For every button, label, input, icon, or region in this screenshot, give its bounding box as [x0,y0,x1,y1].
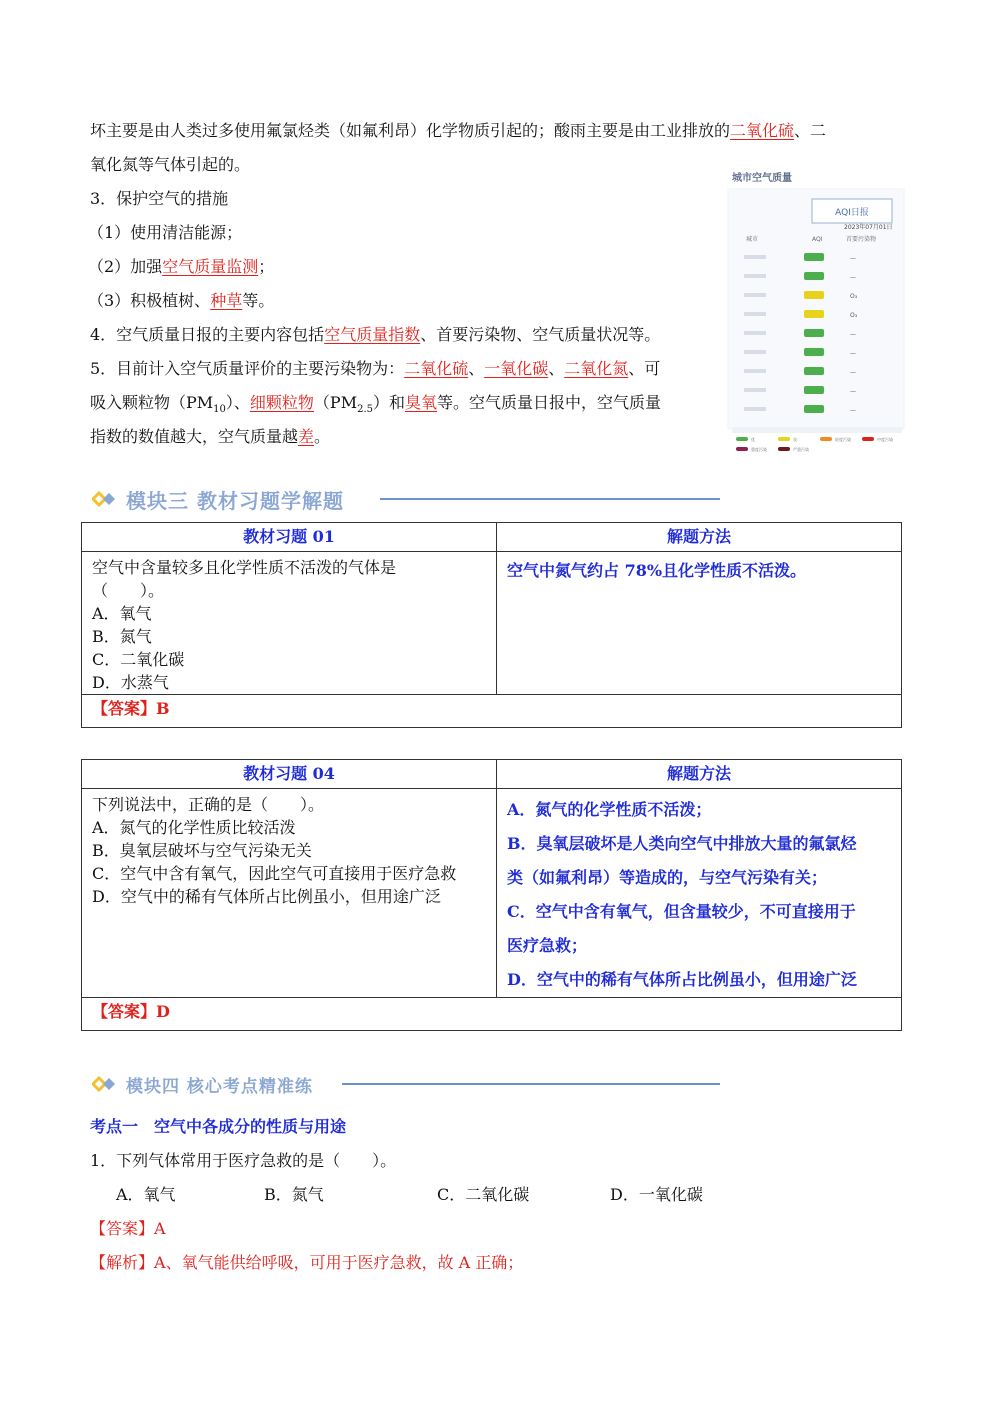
aqi-col-city: 城市 [746,236,759,243]
aqi-legend-swatch [820,437,832,441]
section-3-heading: 3．保护空气的措施 [90,189,229,208]
question-1-option-c: C．二氧化碳 [437,1185,530,1204]
exercise-01-option: B．氮气 [92,627,152,646]
aqi-level-bar [804,386,824,394]
exercise-04-answer: 【答案】D [92,1002,170,1021]
question-1-option-a: A．氧气 [116,1185,176,1204]
aqi-legend-label: 优 [751,437,755,442]
aqi-legend-label: 中度污染 [877,437,893,442]
aqi-level-bar [804,291,824,299]
exercise-01-option: D．水蒸气 [92,673,169,692]
aqi-city-placeholder [744,331,766,335]
section-4: 4．空气质量日报的主要内容包括空气质量指数、首要污染物、空气质量状况等。 [90,325,661,344]
aqi-pollutant: O₃ [850,312,858,319]
double-diamond-icon [92,491,118,507]
exercise-04-question: 下列说法中，正确的是（ ）。 A．氮气的化学性质比较活泼 B．臭氧层破坏与空气污染无关 C．空气中含有氧气，因此空气可直接用于医疗急救 D．空气中的稀有气体所占比例虽小，但用途广泛 [82,789,496,908]
double-diamond-icon [92,1076,118,1092]
exercise-04-option: C．空气中含有氧气，因此空气可直接用于医疗急救 [92,864,457,883]
aqi-legend-swatch [862,437,874,441]
aqi-pollutant: — [850,407,856,414]
aqi-col-aqi: AQI [812,236,823,243]
aqi-pollutant: — [850,274,856,281]
exercise-01-method-header: 解题方法 [666,527,731,546]
aqi-legend-label: 轻度污染 [835,437,851,442]
aqi-level-bar [804,253,824,261]
aqi-city-placeholder [744,274,766,278]
keyword-grass: 种草 [210,291,243,310]
exercise-01-option: A．氧气 [92,604,152,623]
aqi-pollutant: — [850,369,856,376]
aqi-legend-swatch [736,437,748,441]
aqi-legend-label: 重度污染 [751,447,767,452]
aqi-daily-report-image [726,165,906,457]
exercise-04-method-header: 解题方法 [666,764,731,783]
exercise-01-solution: 空气中氮气约占 78%且化学性质不活泼。 [507,561,807,580]
question-1-option-b: B．氮气 [264,1185,324,1204]
module-3-rule [380,498,720,500]
question-1-option-d: D．一氧化碳 [610,1185,703,1204]
aqi-legend-label: 良 [793,437,797,442]
section-5-line-2: 吸入颗粒物$(PM_{10})$、细颗粒物$(PM_{2.5})$和臭氧等。空气质量日报中，空气质量 [90,393,662,416]
measure-1: （1）使用清洁能源； [88,223,243,242]
question-1: 1．下列气体常用于医疗急救的是（ ）。 [90,1151,397,1170]
aqi-city-placeholder [744,312,766,316]
measure-3: （3）积极植树、种草等。 [88,291,275,310]
exercise-04-solution: A．氮气的化学性质不活泼； B．臭氧层破坏是人类向空气中排放大量的氟氯烃 类（如氟利昂）等造成的，与空气污染有关； C．空气中含有氧气，但含量较少，不可直接用于 医疗急救； D．空气中的稀有气体所占比例虽小，但用途广泛 [507,800,857,989]
aqi-pollutant: — [850,350,856,357]
aqi-city-placeholder [744,369,766,373]
module-3-header [92,484,344,514]
exercise-01-question: 空气中含量较多且化学性质不活泼的气体是 （ ）。 A．氧气 B．氮气 C．二氧化碳 D．水蒸气 [82,552,496,694]
aqi-pollutant: O₃ [850,293,858,300]
key-point-1-title: 考点一 空气中各成分的性质与用途 [90,1117,347,1136]
module-4-header [92,1069,313,1099]
aqi-level-bar [804,348,824,356]
keyword-air-monitoring: 空气质量监测 [162,257,259,276]
aqi-col-pollutant: 首要污染物 [846,236,877,243]
exercise-04-option: B．臭氧层破坏与空气污染无关 [92,841,312,860]
aqi-legend-swatch [778,447,790,451]
aqi-legend-swatch [778,437,790,441]
exercise-01-header: 教材习题 01 [243,527,335,546]
module-3-title: 模块三 教材习题学解题 [126,488,344,513]
section-5-line-3: 指数的数值越大，空气质量越差。 [90,427,331,446]
question-1-analysis: 【解析】A、氧气能供给呼吸，可用于医疗急救，故 A 正确； [90,1253,524,1272]
aqi-legend-label: 严重污染 [793,447,809,452]
aqi-level-bar [804,310,824,318]
exercise-04-option: A．氮气的化学性质比较活泼 [92,818,296,837]
module-4-title: 模块四 核心考点精准练 [126,1076,313,1097]
exercise-04-table [81,759,902,1031]
aqi-date: 2023年07月01日 [844,224,893,231]
keyword-so2: 二氧化硫 [730,121,795,140]
aqi-report-button: AQI日报 [835,208,869,218]
aqi-city-placeholder [744,388,766,392]
aqi-city-placeholder [744,350,766,354]
keyword-aqi: 空气质量指数 [324,325,421,344]
aqi-city-placeholder [744,255,766,259]
aqi-pollutant: — [850,255,856,262]
exercise-01-table [81,522,902,728]
aqi-city-placeholder [744,293,766,297]
intro-line-1: 坏主要是由人类过多使用氟氯烃类（如氟利昂）化学物质引起的；酸雨主要是由工业排放的二氧化硫、二 [90,121,827,140]
aqi-pollutant: — [850,331,856,338]
aqi-level-bar [804,272,824,280]
exercise-01-answer: 【答案】B [92,699,170,718]
exercise-04-header: 教材习题 04 [243,764,335,783]
aqi-legend-swatch [736,447,748,451]
exercise-01-option: C．二氧化碳 [92,650,185,669]
aqi-card-title: 城市空气质量 [732,173,792,184]
intro-line-2: 氧化氮等气体引起的。 [90,155,251,174]
aqi-level-bar [804,329,824,337]
section-5: 5．目前计入空气质量评价的主要污染物为：二氧化硫、一氧化碳、二氧化氮、可 [90,359,661,378]
aqi-pollutant: — [850,388,856,395]
exercise-04-option: D．空气中的稀有气体所占比例虽小，但用途广泛 [92,887,441,906]
aqi-level-bar [804,405,824,413]
aqi-level-bar [804,367,824,375]
measure-2: （2）加强空气质量监测； [88,257,275,276]
aqi-city-placeholder [744,407,766,411]
module-4-rule [342,1083,720,1085]
question-1-answer: 【答案】A [90,1219,166,1238]
